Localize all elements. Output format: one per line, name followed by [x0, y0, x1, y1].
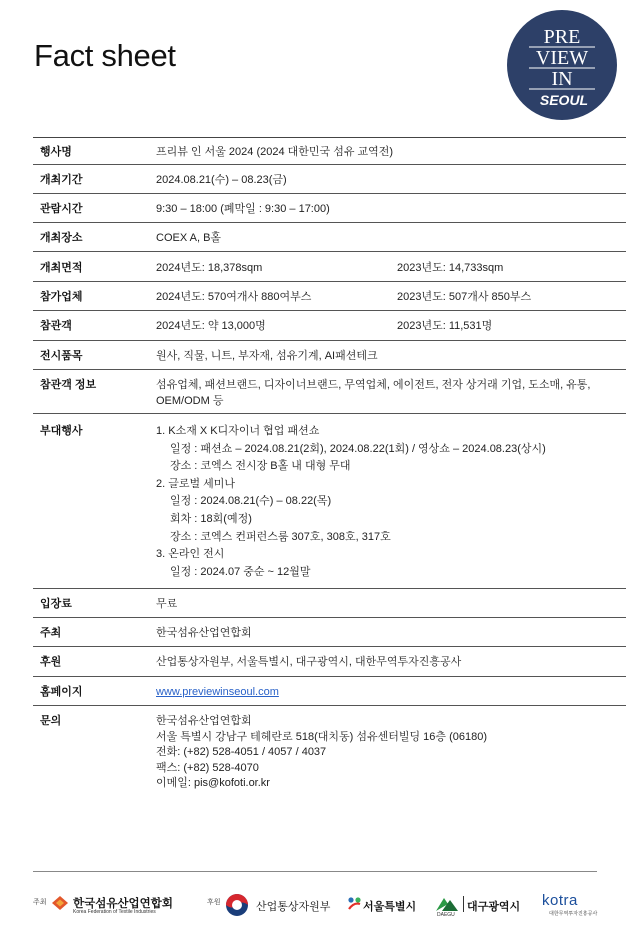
visitor-info-line-2: OEM/ODM 등	[156, 394, 224, 407]
footer-sponsor-2: 서울특별시	[363, 901, 417, 913]
daegu-emblem-icon	[434, 895, 460, 913]
row-exhibitors	[33, 282, 626, 311]
homepage-link[interactable]: www.previewinseoul.com	[156, 686, 279, 698]
area-2023: 2023년도: 14,733sqm	[397, 262, 504, 274]
value-admission: 무료	[156, 598, 178, 610]
value-host: 한국섬유산업연합회	[156, 627, 252, 639]
row-hours	[33, 194, 626, 223]
row-side-events	[33, 414, 626, 589]
footer-sponsor-4: kotra	[542, 892, 578, 909]
footer-sponsor-1: 산업통상자원부	[256, 901, 331, 913]
value-period: 2024.08.21(수) – 08.23(금)	[156, 174, 287, 186]
value-sponsors: 산업통상자원부, 서울특별시, 대구광역시, 대한무역투자진흥공사	[156, 656, 462, 668]
label-contact: 문의	[40, 715, 62, 727]
kofoti-emblem-icon	[50, 895, 70, 911]
row-homepage	[33, 677, 626, 706]
side-event-line: 회차 : 18회(예정)	[170, 512, 252, 525]
row-sponsors	[33, 647, 626, 677]
value-venue: COEX A, B홀	[156, 232, 222, 244]
row-event-name	[33, 138, 626, 165]
visitors-2023: 2023년도: 11,531명	[397, 320, 493, 332]
value-side-events	[156, 423, 626, 588]
logo-text-view: VIEW	[535, 47, 589, 69]
label-hours: 관람시간	[40, 203, 83, 215]
value-visitors	[156, 319, 626, 340]
motie-emblem-icon	[224, 893, 250, 917]
side-event-line: 일정 : 2024.07 중순 ~ 12월말	[170, 565, 311, 578]
preview-in-seoul-logo	[507, 10, 617, 120]
label-area: 개최면적	[40, 262, 83, 274]
contact-line: 한국섬유산업연합회	[156, 715, 252, 727]
label-homepage: 홈페이지	[40, 686, 83, 698]
contact-line: 팩스: (+82) 528-4070	[156, 761, 259, 774]
value-area	[156, 261, 626, 281]
footer-sponsor-3: 대구광역시	[467, 901, 521, 913]
footer-sponsor-4-sub: 대한무역투자진흥공사	[549, 911, 598, 917]
side-event-line: 일정 : 2024.08.21(수) – 08.22(목)	[170, 495, 332, 508]
exhibitors-2023: 2023년도: 507개사 850부스	[397, 291, 532, 303]
side-event-line: 장소 : 코엑스 전시장 B홀 내 대형 무대	[170, 460, 351, 473]
contact-line: 서울 특별시 강남구 테헤란로 518(대치동) 섬유센터빌딩 16층 (06180)	[156, 730, 487, 743]
label-period: 개최기간	[40, 174, 83, 186]
value-event-name: 프리뷰 인 서울 2024 (2024 대한민국 섬유 교역전)	[156, 146, 394, 158]
label-visitor-info: 참관객 정보	[40, 379, 97, 391]
footer-host-org-en: Korea Federation of Textile Industries	[73, 909, 156, 915]
contact-line: 이메일: pis@kofoti.or.kr	[156, 777, 270, 789]
footer-host-org: 한국섬유산업연합회	[73, 898, 173, 910]
label-side-events: 부대행사	[40, 425, 83, 437]
contact-line: 전화: (+82) 528-4051 / 4057 / 4037	[156, 746, 327, 758]
logo-text-seoul: SEOUL	[539, 92, 589, 108]
label-visitors: 참관객	[40, 320, 72, 332]
value-items: 원사, 직물, 니트, 부자재, 섬유기계, AI패션테크	[156, 350, 378, 362]
label-host: 주최	[40, 627, 62, 639]
footer-sponsor-label: 후원	[207, 899, 221, 906]
side-event-line: 2. 글로벌 세미나	[156, 477, 236, 490]
side-event-line: 1. K소재 X K디자이너 협업 패션쇼	[156, 425, 320, 437]
footer-logos	[0, 893, 640, 923]
visitor-info-line-1: 섬유업체, 패션브랜드, 디자이너브랜드, 무역업체, 에이전트, 전자 상거래 기업, 도소매, 유통,	[156, 379, 591, 391]
label-admission: 입장료	[40, 598, 72, 610]
row-items	[33, 341, 626, 370]
row-host	[33, 618, 626, 647]
row-period	[33, 165, 626, 194]
footer-host-label: 주최	[33, 899, 47, 906]
side-event-line: 3. 온라인 전시	[156, 548, 225, 561]
row-venue	[33, 223, 626, 252]
seoul-emblem-icon	[346, 896, 362, 912]
value-hours: 9:30 – 18:00 (폐막일 : 9:30 – 17:00)	[156, 203, 330, 215]
value-visitor-info	[156, 378, 626, 413]
row-visitor-info	[33, 370, 626, 414]
logo-mark	[507, 10, 617, 120]
row-visitors	[33, 311, 626, 341]
row-contact	[33, 706, 626, 804]
label-sponsors: 후원	[40, 656, 62, 668]
exhibitors-2024: 2024년도: 570여개사 880여부스	[156, 291, 312, 303]
daegu-divider	[463, 896, 464, 912]
area-2024: 2024년도: 18,378sqm	[156, 262, 263, 274]
label-venue: 개최장소	[40, 232, 83, 244]
value-contact	[156, 714, 626, 804]
label-exhibitors: 참가업체	[40, 291, 83, 303]
label-event-name: 행사명	[40, 146, 72, 158]
logo-text-pre: PRE	[543, 26, 581, 48]
visitors-2024: 2024년도: 약 13,000명	[156, 320, 266, 332]
value-exhibitors	[156, 290, 626, 310]
footer-sponsor-3-small: DAEGU	[437, 912, 455, 918]
page-title: Fact sheet	[34, 38, 176, 73]
fact-table	[33, 137, 626, 804]
row-area	[33, 252, 626, 282]
side-event-line: 일정 : 패션쇼 – 2024.08.21(2회), 2024.08.22(1회) / 영상쇼 – 2024.08.23(상시)	[170, 442, 546, 455]
logo-text-in: IN	[551, 68, 573, 90]
label-items: 전시품목	[40, 350, 83, 362]
footer-divider	[33, 871, 597, 872]
row-admission	[33, 589, 626, 618]
side-event-line: 장소 : 코엑스 컨퍼런스룸 307호, 308호, 317호	[170, 530, 391, 543]
